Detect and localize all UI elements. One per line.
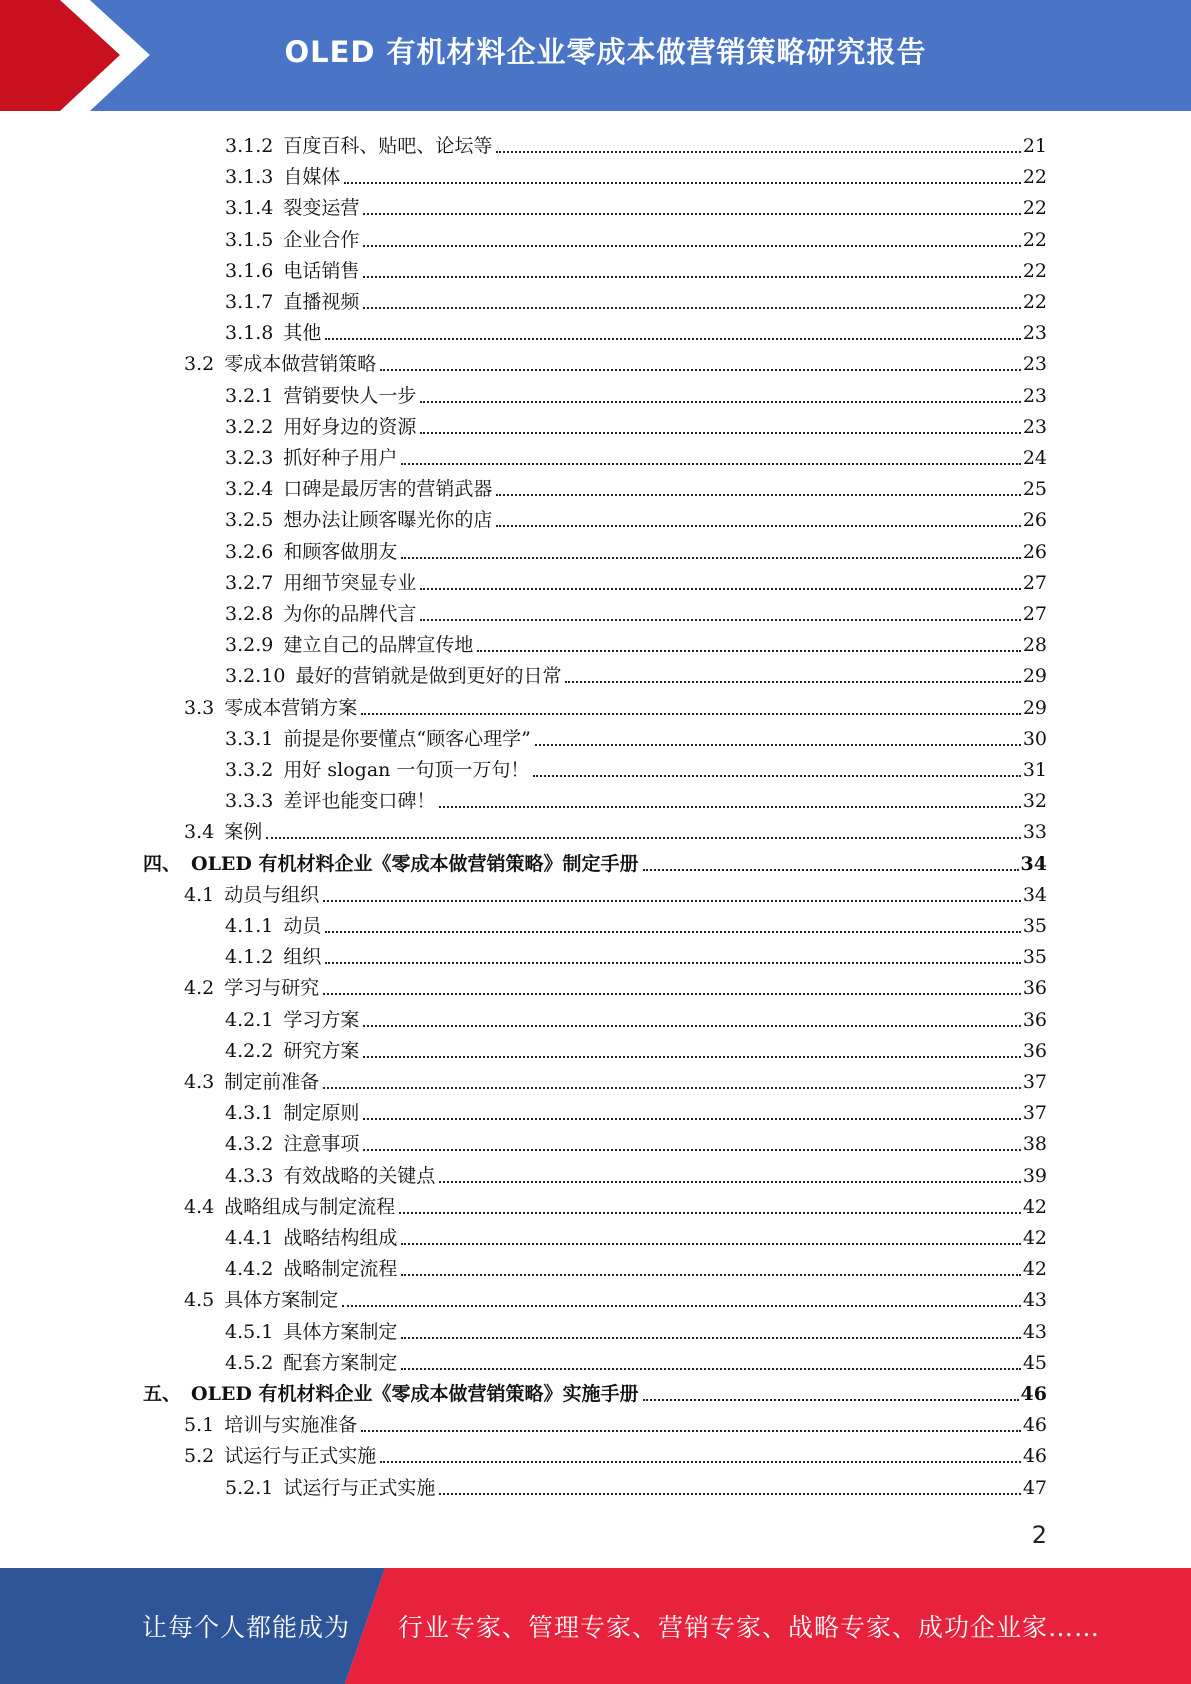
toc-entry-number: 五、: [143, 1383, 182, 1405]
toc-dot-leader: [496, 493, 1020, 496]
toc-entry-title: 战略制定流程: [283, 1258, 398, 1281]
toc-entry-page: 23: [1022, 353, 1047, 376]
toc-dot-leader: [401, 1336, 1020, 1339]
toc-entry-number: 4.4.1: [225, 1227, 274, 1249]
toc-entry-title: 直播视频: [283, 291, 360, 313]
toc-entry-number: 5.2: [184, 1445, 215, 1468]
toc-entry[interactable]: [184, 1282, 1047, 1312]
toc-dot-leader: [363, 1024, 1020, 1027]
toc-entry-title: 自媒体: [283, 166, 341, 189]
toc-entry-title: 用细节突显专业: [283, 571, 417, 594]
toc-entry-title: 有效战略的关键点: [283, 1164, 436, 1187]
toc-entry-number: 3.2.2: [225, 415, 274, 438]
toc-entry-page: 36: [1022, 1008, 1047, 1031]
toc-dot-leader: [361, 712, 1021, 715]
toc-entry-number: 3.1.2: [225, 135, 274, 157]
toc-entry-number: 3.1.4: [225, 197, 274, 220]
toc-entry-number: 5.1: [184, 1414, 215, 1437]
toc-entry-page: 29: [1022, 665, 1047, 688]
toc-entry-page: 42: [1022, 1195, 1047, 1218]
toc-dot-leader: [401, 556, 1020, 559]
toc-entry-page: 38: [1022, 1133, 1047, 1156]
toc-dot-leader: [380, 1460, 1021, 1463]
toc-entry-number: 3.2.10: [225, 665, 286, 688]
toc-entry-title: 为你的品牌代言: [283, 603, 417, 625]
toc-entry-title: 动员与组织: [224, 883, 320, 906]
toc-entry[interactable]: [225, 1095, 1047, 1125]
toc-entry-title: 具体方案制定: [224, 1289, 339, 1312]
toc-entry-page: 21: [1022, 135, 1047, 157]
toc-dot-leader: [401, 462, 1020, 465]
toc-entry-number: 4.4: [184, 1195, 215, 1218]
toc-entry-page: 45: [1022, 1351, 1047, 1374]
toc-entry-number: 3.1.6: [225, 259, 274, 282]
toc-entry[interactable]: [225, 908, 1047, 938]
toc-entry[interactable]: [225, 128, 1047, 158]
toc-entry[interactable]: [225, 378, 1047, 408]
toc-dot-leader: [363, 275, 1020, 278]
toc-entry-number: 3.1.7: [225, 291, 274, 313]
toc-dot-leader: [363, 244, 1020, 247]
toc-entry-title: 学习方案: [283, 1008, 360, 1031]
toc-dot-leader: [323, 1086, 1021, 1089]
toc-entry-number: 4.5: [184, 1289, 215, 1312]
toc-dot-leader: [266, 836, 1021, 839]
toc-entry[interactable]: [184, 1407, 1047, 1437]
toc-entry-number: 4.3.2: [225, 1133, 274, 1156]
toc-entry-page: 42: [1022, 1227, 1047, 1249]
toc-dot-leader: [533, 774, 1020, 777]
toc-entry-number: 3.3: [184, 696, 215, 719]
toc-entry-page: 36: [1022, 1039, 1047, 1062]
toc-entry-number: 3.3.1: [225, 727, 274, 750]
toc-entry-title: 用好身边的资源: [283, 415, 417, 438]
toc-entry-page: 46: [1020, 1383, 1047, 1405]
toc-entry[interactable]: [184, 1189, 1047, 1219]
toc-entry-title: OLED 有机材料企业《零成本做营销策略》制定手册: [191, 852, 639, 875]
toc-entry-number: 4.3.1: [225, 1102, 274, 1125]
toc-entry-title: 动员: [283, 915, 322, 937]
toc-dot-leader: [363, 1117, 1020, 1120]
toc-entry-title: 营销要快人一步: [283, 384, 417, 407]
toc-entry-page: 27: [1022, 603, 1047, 625]
toc-dot-leader: [401, 1367, 1020, 1370]
toc-entry[interactable]: [225, 1470, 1047, 1500]
toc-dot-leader: [401, 1242, 1020, 1245]
toc-dot-leader: [439, 805, 1020, 808]
toc-entry[interactable]: [225, 159, 1047, 189]
toc-entry[interactable]: [184, 346, 1047, 376]
toc-entry-title: 战略组成与制定流程: [224, 1195, 396, 1218]
toc-entry-title: 试运行与正式实施: [283, 1476, 436, 1499]
toc-entry-number: 3.2.8: [225, 603, 274, 625]
toc-entry-title: 培训与实施准备: [224, 1414, 358, 1437]
toc-entry-title: 口碑是最厉害的营销武器: [283, 478, 493, 501]
page-number: 2: [1031, 1521, 1047, 1549]
toc-entry-number: 4.5.1: [225, 1320, 274, 1343]
toc-entry-number: 3.2.6: [225, 540, 274, 563]
toc-entry[interactable]: [143, 846, 1047, 876]
toc-entry-number: 4.2.2: [225, 1039, 274, 1062]
toc-entry-number: 4.5.2: [225, 1351, 274, 1374]
toc-entry-title: 差评也能变口碑！: [283, 790, 436, 813]
toc-dot-leader: [420, 618, 1020, 621]
toc-entry[interactable]: [225, 284, 1047, 314]
toc-entry-number: 3.3.2: [225, 759, 274, 781]
toc-entry-number: 3.2.5: [225, 509, 274, 532]
toc-entry-page: 42: [1022, 1258, 1047, 1281]
toc-entry-title: 注意事项: [283, 1133, 360, 1156]
toc-entry-title: 想办法让顾客曝光你的店: [283, 509, 493, 532]
toc-entry[interactable]: [225, 752, 1047, 782]
toc-entry[interactable]: [184, 970, 1047, 1000]
toc-dot-leader: [477, 649, 1020, 652]
toc-entry-title: 案例: [224, 821, 263, 844]
toc-entry[interactable]: [225, 1126, 1047, 1156]
toc-dot-leader: [363, 1148, 1020, 1151]
toc-entry-title: 抓好种子用户: [283, 447, 398, 469]
toc-entry[interactable]: [225, 1345, 1047, 1375]
toc-entry[interactable]: [225, 721, 1047, 751]
toc-entry[interactable]: [225, 658, 1047, 688]
toc-entry-page: 46: [1022, 1414, 1047, 1437]
toc-entry[interactable]: [184, 1438, 1047, 1468]
toc-dot-leader: [380, 368, 1021, 371]
toc-entry-page: 28: [1022, 634, 1047, 657]
toc-entry-title: 制定原则: [283, 1102, 360, 1125]
toc-dot-leader: [323, 992, 1021, 995]
toc-entry-number: 4.1.1: [225, 915, 274, 937]
toc-entry[interactable]: [184, 1064, 1047, 1094]
toc-dot-leader: [325, 337, 1020, 340]
toc-entry-title: OLED 有机材料企业《零成本做营销策略》实施手册: [191, 1383, 639, 1405]
toc-entry-page: 24: [1022, 447, 1047, 469]
toc-entry[interactable]: [184, 690, 1047, 720]
toc-entry-page: 29: [1022, 696, 1047, 719]
toc-entry[interactable]: [225, 939, 1047, 969]
toc-dot-leader: [439, 1180, 1020, 1183]
toc-dot-leader: [363, 212, 1020, 215]
toc-entry[interactable]: [225, 565, 1047, 595]
toc-entry-page: 35: [1022, 946, 1047, 969]
toc-entry-title: 制定前准备: [224, 1071, 320, 1093]
toc-entry-page: 36: [1022, 977, 1047, 1000]
toc-entry-page: 30: [1022, 727, 1047, 750]
toc-entry-page: 22: [1022, 197, 1047, 220]
toc-entry-title: 零成本做营销策略: [224, 353, 377, 376]
footer-slogan-right: 行业专家、管理专家、营销专家、战略专家、成功企业家……: [398, 1613, 1101, 1642]
toc-entry-number: 3.2.9: [225, 634, 274, 657]
toc-dot-leader: [496, 524, 1020, 527]
toc-entry-page: 23: [1022, 384, 1047, 407]
toc-entry-title: 其他: [283, 322, 322, 345]
toc-entry-title: 和顾客做朋友: [283, 540, 398, 563]
toc-dot-leader: [361, 1429, 1021, 1432]
toc-entry-number: 4.4.2: [225, 1258, 274, 1281]
toc-entry-page: 22: [1022, 228, 1047, 251]
toc-entry-page: 47: [1022, 1476, 1047, 1499]
header-arrow-decoration: [0, 0, 160, 111]
toc-entry-page: 23: [1022, 322, 1047, 345]
toc-entry[interactable]: [225, 1033, 1047, 1063]
toc-dot-leader: [565, 680, 1020, 683]
toc-entry[interactable]: [225, 627, 1047, 657]
toc-entry-number: 3.2: [184, 353, 215, 376]
footer-slogan-left: 让每个人都能成为: [142, 1613, 351, 1642]
toc-entry[interactable]: [225, 1314, 1047, 1344]
toc-entry-number: 3.3.3: [225, 790, 274, 813]
toc-entry-page: 43: [1022, 1320, 1047, 1343]
toc-entry-page: 22: [1022, 291, 1047, 313]
toc-entry-number: 4.3.3: [225, 1164, 274, 1187]
toc-entry[interactable]: [184, 814, 1047, 844]
toc-entry-page: 43: [1022, 1289, 1047, 1312]
toc-dot-leader: [323, 899, 1021, 902]
toc-entry-page: 22: [1022, 259, 1047, 282]
toc-entry[interactable]: [225, 783, 1047, 813]
toc-entry-page: 26: [1022, 509, 1047, 532]
toc-entry-title: 企业合作: [283, 228, 360, 251]
toc-entry-page: 27: [1022, 571, 1047, 594]
toc-entry-page: 25: [1022, 478, 1047, 501]
toc-dot-leader: [420, 587, 1020, 590]
toc-entry[interactable]: [225, 534, 1047, 564]
toc-entry-page: 31: [1022, 759, 1047, 781]
toc-entry-number: 四、: [143, 852, 182, 875]
toc-entry-number: 3.2.4: [225, 478, 274, 501]
toc-entry-title: 试运行与正式实施: [224, 1445, 377, 1468]
toc-entry-number: 4.3: [184, 1071, 215, 1093]
toc-entry-title: 用好 slogan 一句顶一万句！: [283, 759, 530, 781]
toc-entry-page: 46: [1022, 1445, 1047, 1468]
toc-entry-title: 百度百科、贴吧、论坛等: [283, 135, 493, 157]
toc-entry-page: 37: [1022, 1102, 1047, 1125]
toc-entry[interactable]: [184, 877, 1047, 907]
toc-entry-page: 39: [1022, 1164, 1047, 1187]
toc-entry-number: 4.1: [184, 883, 215, 906]
toc-entry-page: 34: [1022, 883, 1047, 906]
toc-entry[interactable]: [225, 190, 1047, 220]
toc-dot-leader: [420, 400, 1020, 403]
toc-entry[interactable]: [143, 1376, 1047, 1406]
toc-entry[interactable]: [225, 1220, 1047, 1250]
toc-entry-number: 3.1.3: [225, 166, 274, 189]
toc-dot-leader: [643, 1398, 1019, 1401]
toc-entry[interactable]: [225, 471, 1047, 501]
toc-entry-number: 3.2.3: [225, 447, 274, 469]
toc-dot-leader: [420, 431, 1020, 434]
toc-dot-leader: [439, 1492, 1020, 1495]
toc-dot-leader: [342, 1304, 1021, 1307]
toc-dot-leader: [535, 743, 1021, 746]
toc-entry-page: 37: [1022, 1071, 1047, 1093]
toc-entry[interactable]: [225, 596, 1047, 626]
toc-entry-page: 35: [1022, 915, 1047, 937]
toc-entry-title: 学习与研究: [224, 977, 320, 1000]
toc-entry[interactable]: [225, 409, 1047, 439]
toc-entry-number: 4.1.2: [225, 946, 274, 969]
toc-entry-page: 22: [1022, 166, 1047, 189]
toc-entry-number: 4.2: [184, 977, 215, 1000]
toc-entry-number: 3.2.1: [225, 384, 274, 407]
toc-entry-number: 4.2.1: [225, 1008, 274, 1031]
toc-entry[interactable]: [225, 440, 1047, 470]
toc-entry-page: 32: [1022, 790, 1047, 813]
toc-entry-number: 3.2.7: [225, 571, 274, 594]
toc-entry-page: 33: [1022, 821, 1047, 844]
toc-entry[interactable]: [225, 1251, 1047, 1281]
toc-entry-page: 26: [1022, 540, 1047, 563]
toc-entry[interactable]: [225, 1158, 1047, 1188]
toc-entry[interactable]: [225, 253, 1047, 283]
toc-entry-title: 零成本营销方案: [224, 696, 358, 719]
toc-entry-title: 裂变运营: [283, 197, 360, 220]
footer-banner: [0, 1568, 1191, 1684]
toc-entry-title: 战略结构组成: [283, 1227, 398, 1249]
toc-entry-title: 前提是你要懂点“顾客心理学”: [283, 727, 531, 750]
toc-entry[interactable]: [225, 315, 1047, 345]
toc-entry-page: 34: [1020, 852, 1047, 875]
toc-entry-number: 3.1.8: [225, 322, 274, 345]
toc-entry-number: 3.1.5: [225, 228, 274, 251]
toc-entry-title: 研究方案: [283, 1039, 360, 1062]
toc-entry[interactable]: [225, 1002, 1047, 1032]
toc-entry-title: 具体方案制定: [283, 1320, 398, 1343]
toc-dot-leader: [363, 1055, 1020, 1058]
toc-entry[interactable]: [225, 502, 1047, 532]
toc-dot-leader: [643, 868, 1019, 871]
toc-dot-leader: [363, 306, 1020, 309]
toc-dot-leader: [401, 1273, 1020, 1276]
toc-dot-leader: [344, 181, 1020, 184]
toc-entry-number: 3.4: [184, 821, 215, 844]
toc-dot-leader: [325, 930, 1020, 933]
header-banner: [0, 0, 1191, 111]
toc-entry-title: 最好的营销就是做到更好的日常: [295, 665, 562, 688]
toc-entry-title: 组织: [283, 946, 322, 969]
document-title: OLED 有机材料企业零成本做营销策略研究报告: [284, 34, 927, 69]
toc-entry-number: 5.2.1: [225, 1476, 274, 1499]
toc-entry-title: 配套方案制定: [283, 1351, 398, 1374]
toc-dot-leader: [399, 1211, 1021, 1214]
toc-entry-title: 电话销售: [283, 259, 360, 282]
toc-dot-leader: [325, 961, 1020, 964]
toc-entry[interactable]: [225, 222, 1047, 252]
toc-dot-leader: [496, 150, 1020, 153]
toc-entry-page: 23: [1022, 415, 1047, 438]
toc-entry-title: 建立自己的品牌宣传地: [283, 634, 474, 657]
